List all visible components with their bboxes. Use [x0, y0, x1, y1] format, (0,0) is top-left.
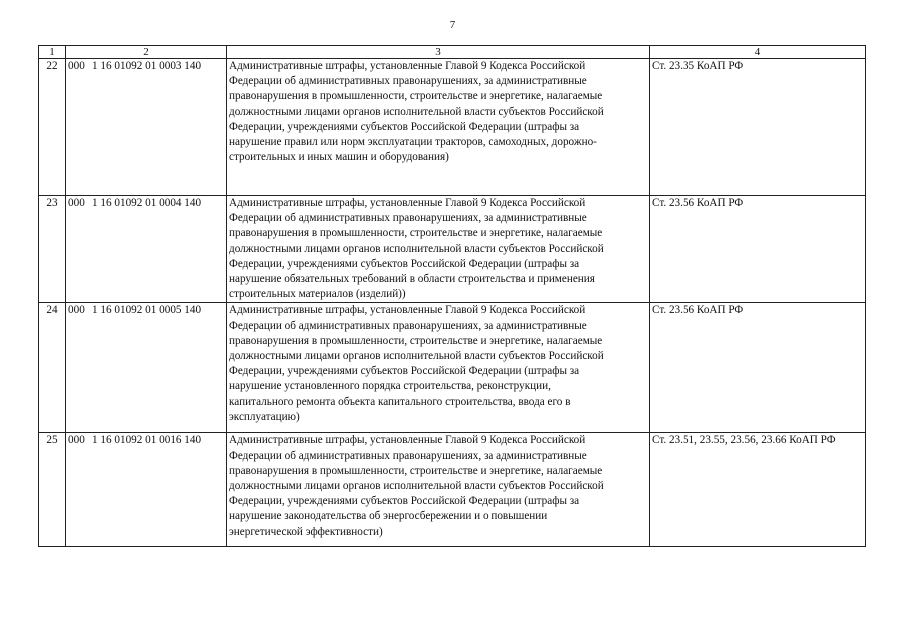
budget-code: 1 16 01092 01 0016 140 — [92, 434, 202, 447]
budget-code: 1 16 01092 01 0003 140 — [92, 60, 202, 72]
row-number: 23 — [39, 196, 66, 303]
row-number: 25 — [39, 433, 66, 547]
description-line: строительных материалов (изделий)) — [229, 288, 406, 301]
description-line: Административные штрафы, установленные Главой 9 Кодекса Российской — [229, 434, 586, 447]
description-line: строительных и иных машин и оборудования) — [229, 151, 449, 164]
description-line: Федерации об административных правонарушениях, за административные — [229, 449, 587, 462]
row-number: 24 — [39, 303, 66, 433]
description-cell — [227, 433, 650, 547]
code-prefix: 000 — [68, 434, 85, 447]
description-line: эксплуатацию) — [229, 410, 300, 423]
description-line: Федерации, учреждениями субъектов Российской Федерации (штрафы за — [229, 495, 580, 508]
description-line: нарушение обязательных требований в области строительства и применения — [229, 273, 595, 286]
description-cell — [227, 196, 650, 303]
budget-code-cell — [66, 59, 227, 196]
description-line: должностными лицами органов исполнительной власти субъектов Российской — [229, 105, 604, 118]
table-header-row — [39, 46, 866, 59]
description-line: должностными лицами органов исполнительной власти субъектов Российской — [229, 350, 604, 363]
column-header-3: 3 — [227, 46, 650, 59]
description-line: Административные штрафы, установленные Главой 9 Кодекса Российской — [229, 304, 586, 317]
description-line: Административные штрафы, установленные Главой 9 Кодекса Российской — [229, 197, 586, 209]
description-line: Административные штрафы, установленные Главой 9 Кодекса Российской — [229, 60, 586, 72]
code-prefix: 000 — [68, 304, 85, 317]
description-line: капитального ремонта объекта капитального строительства, ввода его в — [229, 395, 571, 408]
description-line: правонарушения в промышленности, строительстве и энергетике, налагаемые — [229, 334, 603, 347]
description-line: правонарушения в промышленности, строительстве и энергетике, налагаемые — [229, 90, 603, 103]
description-line: Федерации об административных правонарушениях, за административные — [229, 212, 587, 225]
table-row — [39, 303, 866, 433]
article-cell: Ст. 23.56 КоАП РФ — [650, 196, 866, 303]
description-cell — [227, 59, 650, 196]
description-line: энергетической эффективности) — [229, 525, 383, 538]
description-line: правонарушения в промышленности, строительстве и энергетике, налагаемые — [229, 227, 603, 240]
article-cell: Ст. 23.56 КоАП РФ — [650, 303, 866, 433]
description-line: правонарушения в промышленности, строительстве и энергетике, налагаемые — [229, 464, 603, 477]
code-prefix: 000 — [68, 60, 85, 72]
budget-code: 1 16 01092 01 0005 140 — [92, 304, 202, 317]
description-line: нарушение законодательства об энергосбережении и о повышении — [229, 510, 548, 523]
table-row — [39, 59, 866, 196]
article-cell: Ст. 23.35 КоАП РФ — [650, 59, 866, 196]
page-number: 7 — [449, 19, 456, 31]
description-line: Федерации об административных правонарушениях, за административные — [229, 75, 587, 88]
description-line: должностными лицами органов исполнительной власти субъектов Российской — [229, 480, 604, 493]
description-line: Федерации, учреждениями субъектов Российской Федерации (штрафы за — [229, 365, 580, 378]
budget-code-cell — [66, 303, 227, 433]
fines-table — [38, 45, 866, 547]
description-line: Федерации, учреждениями субъектов Российской Федерации (штрафы за — [229, 257, 580, 270]
row-number: 22 — [39, 59, 66, 196]
column-header-4: 4 — [650, 46, 866, 59]
budget-code-cell — [66, 433, 227, 547]
description-line: Федерации, учреждениями субъектов Российской Федерации (штрафы за — [229, 120, 580, 133]
description-line: Федерации об административных правонарушениях, за административные — [229, 319, 587, 332]
description-line: должностными лицами органов исполнительной власти субъектов Российской — [229, 242, 604, 255]
column-header-2: 2 — [66, 46, 227, 59]
budget-code-cell — [66, 196, 227, 303]
column-header-1: 1 — [39, 46, 66, 59]
description-cell — [227, 303, 650, 433]
description-line: нарушение правил или норм эксплуатации тракторов, самоходных, дорожно- — [229, 136, 597, 149]
budget-code: 1 16 01092 01 0004 140 — [92, 197, 202, 209]
article-cell: Ст. 23.51, 23.55, 23.56, 23.66 КоАП РФ — [650, 433, 866, 547]
table-row — [39, 196, 866, 303]
code-prefix: 000 — [68, 197, 85, 209]
description-line: нарушение установленного порядка строительства, реконструкции, — [229, 380, 551, 393]
table-row — [39, 433, 866, 547]
